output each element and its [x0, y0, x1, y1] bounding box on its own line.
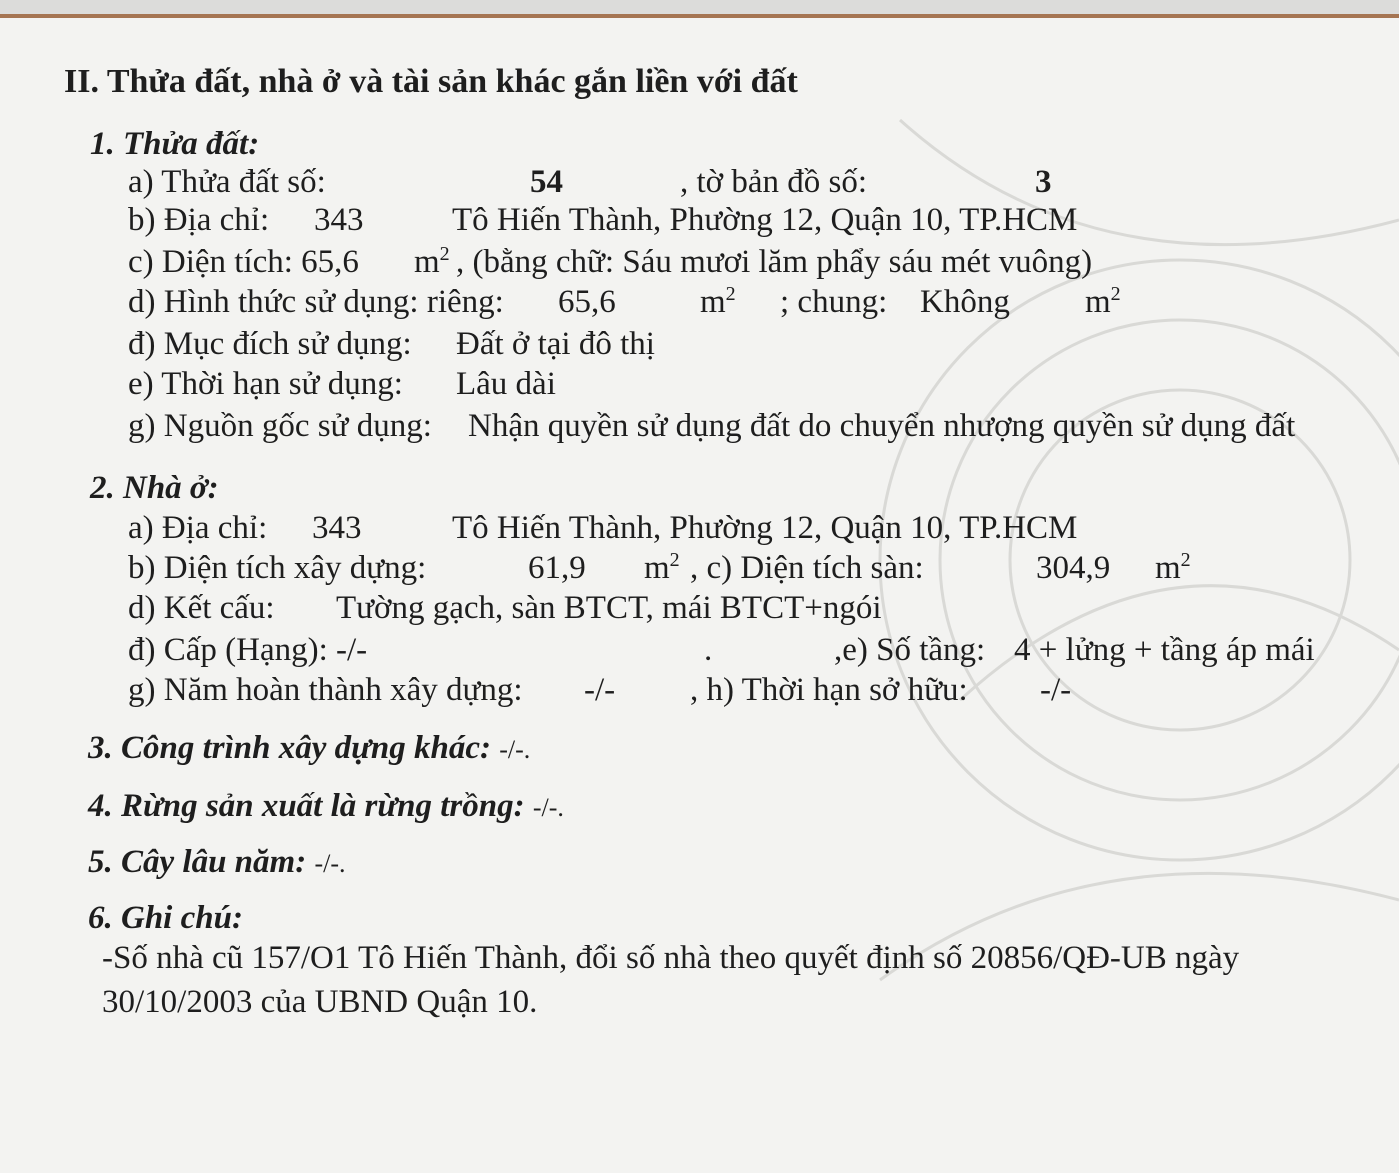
notes-line-2: 30/10/2003 của UBND Quận 10. [102, 984, 538, 1020]
house-heading: 2. Nhà ở: [90, 470, 219, 506]
perennial-row [88, 842, 346, 884]
perennial-value: -/-. [314, 849, 346, 878]
floor-area-unit: $m^2$ [1155, 549, 1191, 586]
land-heading: 1. Thửa đất: [90, 126, 260, 162]
notes-heading: 6. Ghi chú: [88, 900, 243, 936]
structure-label: d) Kết cấu: [128, 590, 275, 626]
forest-row [88, 786, 564, 828]
land-address-street: Tô Hiến Thành, Phường 12, Quận 10, TP.HCM [452, 202, 1078, 238]
usage-shared-unit: $m^2$ [1085, 283, 1121, 320]
notes-line-1: -Số nhà cũ 157/O1 Tô Hiến Thành, đổi số nhà theo quyết định số 20856/QĐ-UB ngày [102, 940, 1240, 976]
build-area-unit: $m^2$ [644, 549, 680, 586]
usage-form-label: d) Hình thức sử dụng: riêng: [128, 284, 504, 320]
purpose-value: Đất ở tại đô thị [456, 326, 655, 362]
other-works-heading: 3. Công trình xây dựng khác: [88, 730, 492, 766]
build-area-label: b) Diện tích xây dựng: [128, 550, 427, 586]
perennial-heading: 5. Cây lâu năm: [88, 844, 307, 880]
land-address-label: b) Địa chỉ: [128, 202, 270, 238]
storeys-label: ,e) Số tầng: [834, 632, 986, 668]
land-address-number: 343 [314, 202, 364, 238]
map-sheet-label: , tờ bản đồ số: [680, 164, 868, 200]
land-area-label: c) Diện tích: 65,6 [128, 244, 359, 280]
ownership-label: , h) Thời hạn sở hữu: [690, 672, 968, 708]
grade-dot: . [704, 632, 713, 668]
floor-area-value: 304,9 [1036, 550, 1111, 586]
land-area-in-words: , (bằng chữ: Sáu mươi lăm phẩy sáu mét vuông) [456, 244, 1093, 280]
house-address-street: Tô Hiến Thành, Phường 12, Quận 10, TP.HCM [452, 510, 1078, 546]
floor-area-label: , c) Diện tích sàn: [690, 550, 924, 586]
completion-value: -/- [584, 672, 616, 708]
usage-shared-value: Không [920, 284, 1010, 320]
ownership-value: -/- [1040, 672, 1072, 708]
parcel-label: a) Thửa đất số: [128, 164, 326, 200]
build-area-value: 61,9 [528, 550, 586, 586]
parcel-number: 54 [530, 164, 563, 200]
forest-value: -/-. [532, 793, 564, 822]
map-sheet-number: 3 [1035, 164, 1052, 200]
origin-value: Nhận quyền sử dụng đất do chuyển nhượng quyền sử dụng đất [468, 408, 1296, 444]
section-title: II. Thửa đất, nhà ở và tài sản khác gắn liền với đất [64, 63, 798, 100]
term-value: Lâu dài [456, 366, 556, 402]
usage-shared-label: ; chung: [780, 284, 888, 320]
land-area-unit: $m^2$ [414, 243, 450, 280]
usage-private-area: 65,6 [558, 284, 616, 320]
other-works-row [88, 728, 530, 770]
other-works-value: -/-. [499, 735, 531, 764]
structure-value: Tường gạch, sàn BTCT, mái BTCT+ngói [336, 590, 882, 626]
forest-heading: 4. Rừng sản xuất là rừng trồng: [88, 788, 525, 824]
storeys-value: 4 + lửng + tầng áp mái [1014, 632, 1315, 668]
purpose-label: đ) Mục đích sử dụng: [128, 326, 412, 362]
house-address-label: a) Địa chỉ: [128, 510, 268, 546]
origin-label: g) Nguồn gốc sử dụng: [128, 408, 432, 444]
completion-label: g) Năm hoàn thành xây dựng: [128, 672, 523, 708]
usage-private-unit: $m^2$ [700, 283, 736, 320]
house-address-number: 343 [312, 510, 362, 546]
grade-label: đ) Cấp (Hạng): -/- [128, 632, 368, 668]
term-label: e) Thời hạn sử dụng: [128, 366, 403, 402]
